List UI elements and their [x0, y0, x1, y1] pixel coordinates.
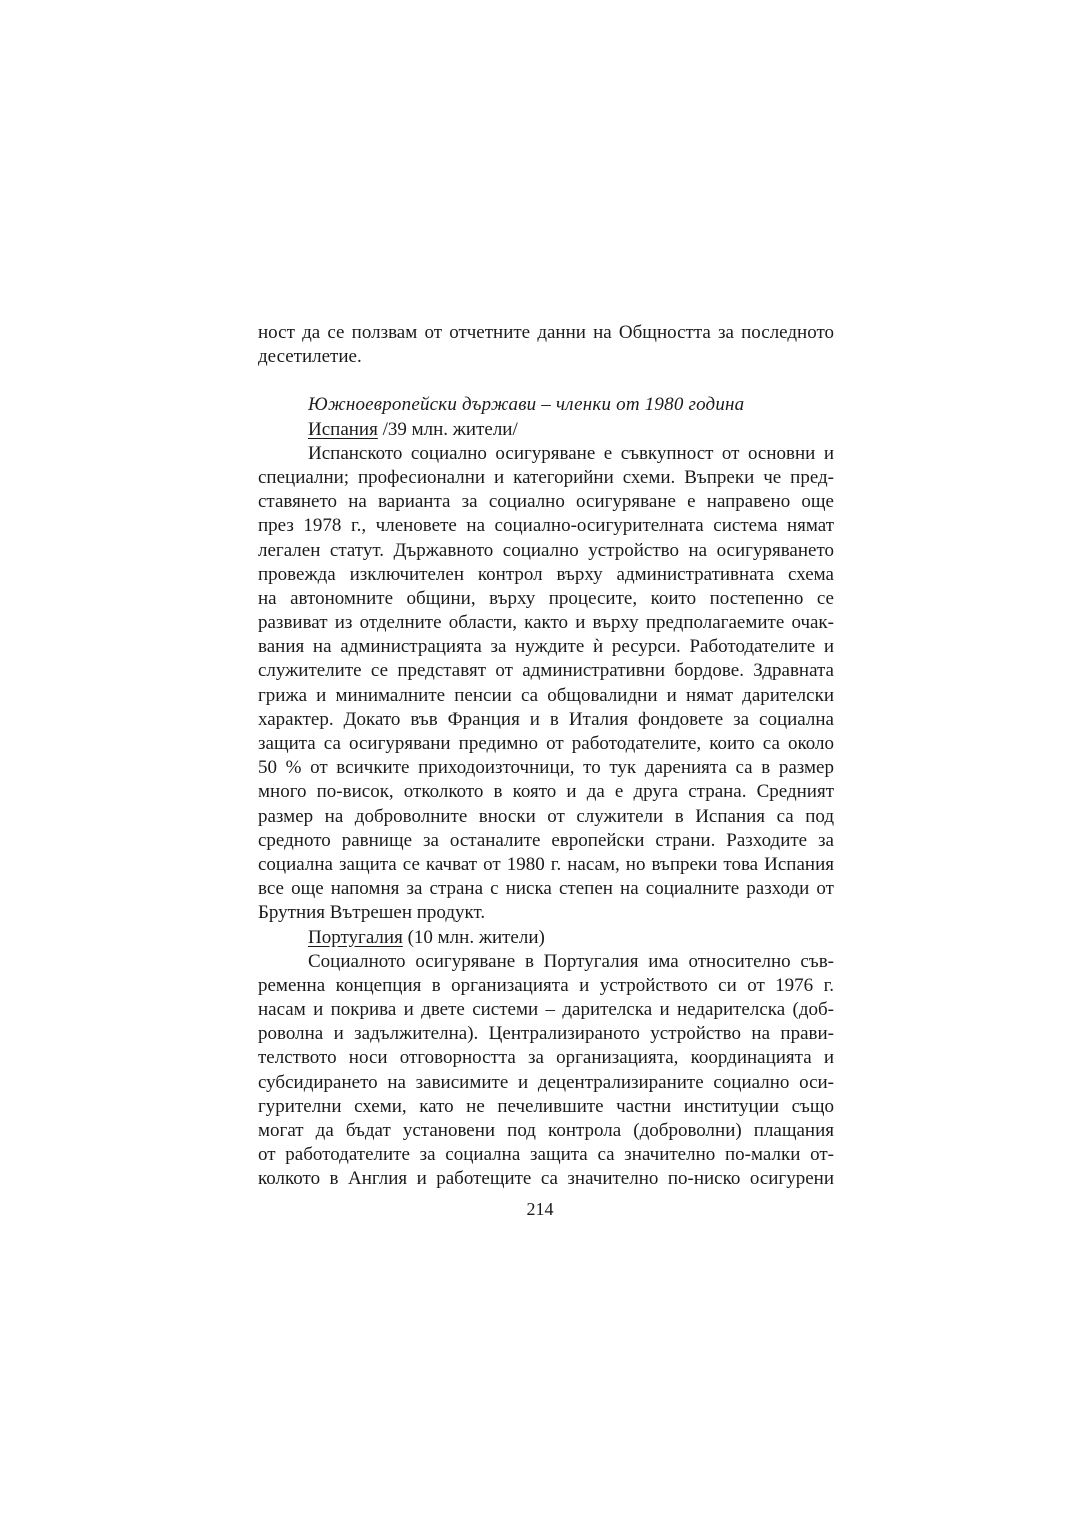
portugal-subheading [258, 926, 834, 950]
spain-line: развиват из отделните области, както и върху предполагаемите очак- [258, 612, 834, 634]
portugal-line: насам и покрива и двете системи – дарителска и недарителска (доб- [258, 999, 834, 1021]
portugal-line: от работодателите за социална защита са значително по-малки от- [258, 1144, 834, 1166]
portugal-population: (10 млн. жители) [402, 926, 545, 948]
spain-line: средното равнище за останалите европейски страни. Разходите за [258, 829, 834, 851]
spain-line: много по-висок, отколкото в която и да е друга страна. Средният [258, 781, 834, 803]
paragraph-gap [258, 369, 834, 393]
spain-line: легален статут. Държавното социално устройство на осигуряването [258, 539, 834, 561]
portugal-line: субсидирането на зависимите и децентрализираните социално оси- [258, 1071, 834, 1093]
page-number: 214 [526, 1199, 554, 1219]
spain-country-name: Испания [308, 418, 378, 440]
spain-line: Испанското социално осигуряване е съвкупност от основни и [308, 442, 834, 464]
spain-line: 50 % от всичките приходоизточници, то тук даренията са в размер [258, 757, 834, 779]
intro-line-1: ност да се ползвам от отчетните данни на Общността за последното [258, 322, 834, 343]
spain-line: служителите се представят от административни бордове. Здравната [258, 660, 834, 682]
spain-line: специални; професионални и категорийни схеми. Въпреки че пред- [258, 466, 834, 488]
spain-population: /39 млн. жители/ [377, 418, 518, 440]
portugal-line: телството носи отговорността за организацията, координацията и [258, 1047, 834, 1069]
spain-subheading [258, 418, 834, 442]
portugal-country-name: Португалия [308, 926, 403, 948]
spain-line: вания на администрацията за нуждите ѝ ресурси. Работодателите и [258, 636, 834, 658]
section-heading: Южноевропейски държави – членки от 1980 година [308, 394, 745, 416]
spain-line: социална защита се качват от 1980 г. насам, но въпреки това Испания [258, 853, 834, 875]
portugal-line: могат да бъдат установени под контрола (доброволни) плащания [258, 1120, 834, 1141]
portugal-line: роволна и задължителна). Централизираното устройство на прави- [258, 1023, 834, 1045]
portugal-line: ременна концепция в организацията и устройството си от 1976 г. [258, 974, 834, 996]
spain-line: защита са осигурявани предимно от работодателите, които са около [258, 733, 834, 754]
spain-line: Брутния Вътрешен продукт. [258, 902, 486, 924]
spain-line: размер на доброволните вноски от служители в Испания са под [258, 805, 834, 827]
spain-line: все още напомня за страна с ниска степен на социалните разходи от [258, 878, 834, 900]
spain-line: провежда изключителен контрол върху административната схема [258, 563, 834, 585]
spain-line: ставянето на варианта за социално осигуряване е направено още [258, 491, 834, 513]
spain-line: грижа и минималните пенсии са общовалидни и нямат дарителски [258, 684, 834, 706]
portugal-line: колкото в Англия и работещите са значително по-ниско осигурени [258, 1168, 834, 1190]
page-body [258, 321, 834, 1192]
portugal-line: Социалното осигуряване в Португалия има относително съв- [308, 950, 834, 972]
spain-line: през 1978 г., членовете на социално-осигурителната система нямат [258, 515, 834, 537]
intro-line-2: десетилетие. [258, 346, 362, 368]
spain-line: характер. Докато във Франция и в Италия фондовете за социална [258, 708, 834, 730]
portugal-line: гурителни схеми, като не печелившите частни институции също [258, 1095, 834, 1117]
spain-line: на автономните общини, върху процесите, които постепенно се [258, 587, 834, 609]
